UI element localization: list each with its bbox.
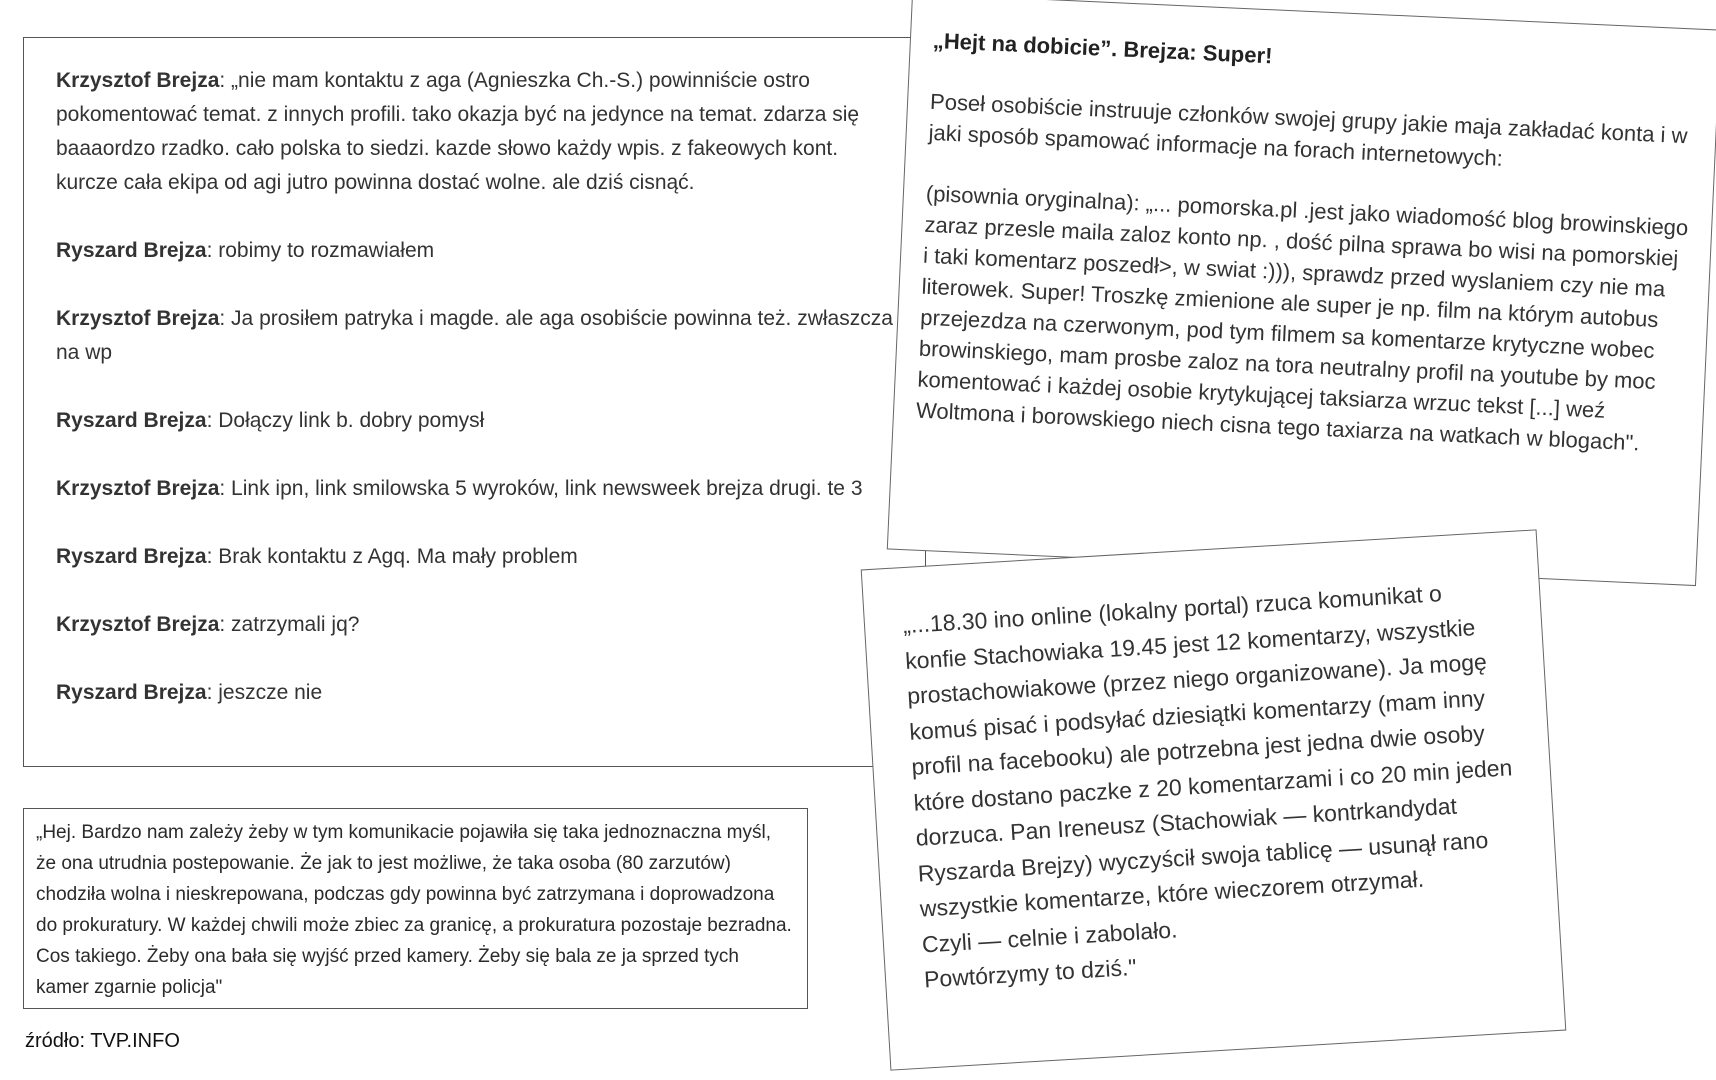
message-text: : robimy to rozmawiałem: [206, 239, 435, 262]
chat-message: [56, 608, 895, 642]
clipping-intro: Poseł osobiście instruuje członków swojej grupy jakie maja zakładać konta i w jaki sposób spamować informacje na forach internetowych:: [928, 88, 1689, 171]
chat-message: [56, 676, 895, 710]
news-clipping-top: [888, 0, 1716, 585]
chat-message: [56, 404, 895, 438]
clipping-title: „Hejt na dobicie”. Brejza: Super!: [932, 27, 1273, 69]
speaker-name: Krzysztof Brejza: [56, 613, 220, 636]
quote-box: [23, 808, 808, 1009]
chat-message: [56, 234, 895, 268]
speaker-name: Krzysztof Brejza: [56, 307, 220, 330]
message-text: : Brak kontaktu z Agq. Ma mały problem: [206, 545, 578, 568]
chat-transcript-panel: [23, 37, 926, 767]
chat-message: [56, 302, 895, 370]
message-text: : „nie mam kontaktu z aga (Agnieszka Ch.-S.) powinniście ostro pokomentować temat. z innych profili. tako okazja być na jedynce na temat. zdarza się baaaordzo rzadko. cało polska to siedzi. kazde słowo każdy wpis. z fakeowych kont. kurcze cała ekipa od agi jutro powinna dostać wolne. ale dziś cisnąć.: [56, 69, 860, 194]
speaker-name: Ryszard Brejza: [56, 239, 207, 262]
clipping-quote: „...18.30 ino online (lokalny portal) rzuca komunikat o konfie Stachowiaka 19.45 jest 12 komentarzy, wszystkie prostachowiakowe (przez niego organizowane). Ja mogę komuś pisać i podsyłać dziesiątki komentarzy (mam inny profil na facebooku) ale potrzebna jest jedna dwie osoby które dostano paczke z 20 komentarzami i co 20 min jeden dorzuca. Pan Ireneusz (Stachowiak — kontrkandydat Ryszarda Brejzy) wyczyścił swoja tablicę — usunął rano wszystkie komentarze, które wieczorem otrzymał. Czyli — celnie i zabolało. Powtórzymy to dziś.": [902, 580, 1513, 993]
speaker-name: Ryszard Brejza: [56, 545, 207, 568]
speaker-name: Ryszard Brejza: [56, 681, 207, 704]
speaker-name: Ryszard Brejza: [56, 409, 207, 432]
source-caption: źródło: TVP.INFO: [25, 1030, 180, 1052]
chat-message: [56, 472, 895, 506]
message-text: : Dołączy link b. dobry pomysł: [206, 409, 485, 432]
chat-message: [56, 64, 895, 200]
message-text: : zatrzymali jq?: [219, 613, 360, 636]
message-text: : Ja prosiłem patryka i magde. ale aga osobiście powinna też. zwłaszcza na wp: [56, 307, 893, 364]
speaker-name: Krzysztof Brejza: [56, 477, 220, 500]
clipping-body: (pisownia oryginalna): „... pomorska.pl .jest jako wiadomość blog browinskiego zaraz przesle maila zaloz konto np. , dość pilna sprawa bo wisi na pomorskiej i taki komentarz poszedł>, w swiat :))), sprawdz przed wyslaniem czy nie ma literowek. Super! Troszkę zmienione ale super je np. film na którym autobus przejezdza na czerwonym, pod tym filmem sa komentarze krytyczne wobec browinskiego, mam prosbe zaloz na tora neutralny profil na youtube by moc komentować i każdej osobie krytykującej taksiarza wrzuc tekst [...] weź Woltmona i borowskiego niech cisna tego taxiarza na watkach w blogach".: [915, 180, 1689, 456]
quote-text: „Hej. Bardzo nam zależy żeby w tym komunikacie pojawiła się taka jednoznaczna myśl, że ona utrudnia postepowanie. Że jak to jest możliwe, że taka osoba (80 zarzutów) chodziła wolna i nieskrepowana, podczas gdy powinna być zatrzymana i doprowadzona do prokuratury. W każdej chwili może zbiec za granicę, a prokuratura pozostaje bezradna. Cos takiego. Żeby ona bała się wyjść przed kamery. Żeby się bala ze ja sprzed tych kamer zgarnie policja": [36, 822, 792, 998]
message-text: : Link ipn, link smilowska 5 wyroków, link newsweek brejza drugi. te 3: [219, 477, 863, 500]
chat-message: [56, 540, 895, 574]
message-text: : jeszcze nie: [206, 681, 323, 704]
speaker-name: Krzysztof Brejza: [56, 69, 220, 92]
news-clipping-bottom: [862, 530, 1565, 1069]
